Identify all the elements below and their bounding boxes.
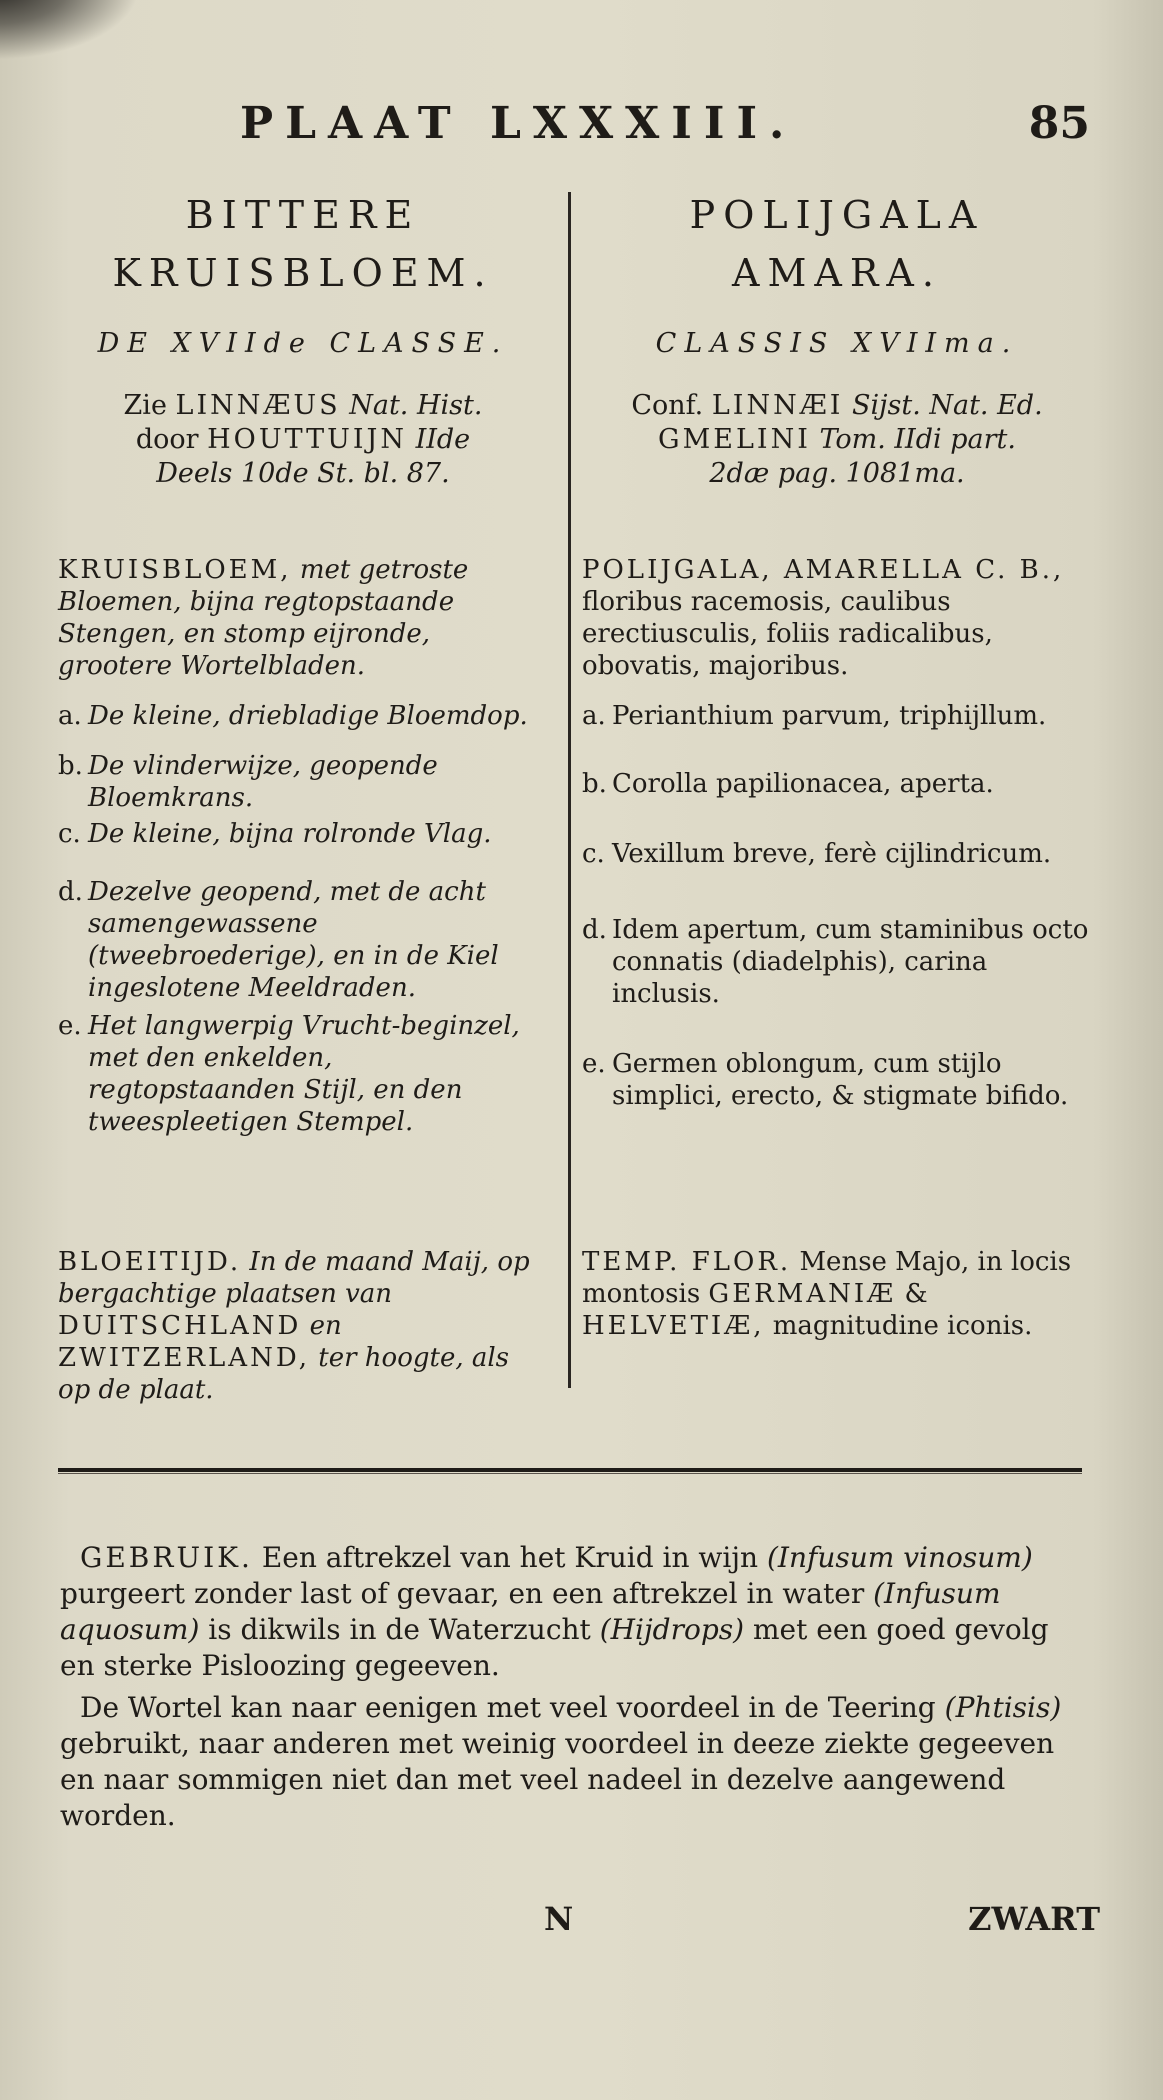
- item-text: De kleine, driebladige Bloemdop.: [88, 701, 528, 731]
- description-head: KRUISBLOEM,: [58, 555, 292, 585]
- right-item-list: [582, 700, 1092, 1112]
- item-label: b.: [58, 751, 83, 781]
- ref-word: door: [135, 424, 199, 455]
- item-text: Germen oblongum, cum stijlo simplici, erecto, & stigmate bifido.: [612, 1049, 1069, 1111]
- item-label: c.: [582, 839, 605, 869]
- item-label: e.: [582, 1049, 606, 1079]
- left-classe: DE XVIIde CLASSE.: [97, 328, 509, 359]
- right-flowering: [582, 1246, 1092, 1342]
- country-name: DUITSCHLAND: [58, 1311, 302, 1341]
- right-title-line2: AMARA.: [732, 251, 942, 295]
- right-reference: [582, 389, 1092, 491]
- flowering-text: &: [904, 1279, 928, 1309]
- ref-word: Conf.: [631, 390, 704, 421]
- usage-text: purgeert zonder last of gevaar, en een aftrekzel in water: [60, 1577, 865, 1610]
- item-text: Idem apertum, cum staminibus octo connatis (diadelphis), carina inclusis.: [612, 915, 1089, 1009]
- flowering-text: en: [309, 1311, 342, 1341]
- ref-work: Sijst. Nat. Ed.: [851, 390, 1043, 421]
- list-item: [582, 768, 1092, 838]
- list-item: [58, 1010, 548, 1138]
- list-item: [582, 700, 1092, 768]
- item-label: d.: [58, 877, 83, 907]
- left-column: [58, 186, 548, 1405]
- left-title-line2: KRUISBLOEM.: [112, 251, 494, 295]
- list-item: [58, 750, 548, 818]
- latin-term: (Phtisis): [944, 1691, 1062, 1724]
- item-text: Vexillum breve, ferè cijlindricum.: [612, 839, 1052, 869]
- item-text: Perianthium parvum, triphijllum.: [612, 701, 1047, 731]
- plate-title: PLAAT LXXXIII.: [240, 98, 797, 149]
- flowering-head: BLOEITIJD.: [58, 1247, 242, 1277]
- item-label: c.: [58, 819, 81, 849]
- item-label: a.: [58, 701, 82, 731]
- usage-text: met een goed gevolg en sterke Pisloozing gegeeven.: [60, 1613, 1049, 1682]
- flowering-text: magnitudine iconis.: [772, 1311, 1033, 1341]
- item-text: De vlinderwijze, geopende Bloemkrans.: [88, 751, 438, 813]
- corner-shadow: [0, 0, 140, 60]
- ref-work: Nat. Hist.: [349, 390, 483, 421]
- ref-author: LINNÆI: [711, 390, 844, 421]
- flowering-text: Mense Majo, in locis montosis: [582, 1247, 1072, 1309]
- right-title-line1: POLIJGALA: [689, 193, 985, 237]
- ref-author: HOUTTUIJN: [207, 424, 407, 455]
- description-text: floribus racemosis, caulibus erectiusculis, foliis radicalibus, obovatis, majoribus.: [582, 587, 993, 681]
- usage-head: GEBRUIK.: [80, 1541, 253, 1574]
- list-item: [58, 700, 548, 750]
- ref-author: GMELINI: [658, 424, 811, 455]
- latin-term: (Infusum vinosum): [766, 1541, 1033, 1574]
- item-label: b.: [582, 769, 607, 799]
- ref-page: Deels 10de St. bl. 87.: [156, 458, 450, 489]
- usage-section: [60, 1540, 1090, 1840]
- left-description: [58, 554, 548, 682]
- list-item: [582, 914, 1092, 1048]
- catchword: ZWART: [968, 1900, 1100, 1938]
- description-text: met getroste Bloemen, bijna regtopstaande Stengen, en stomp eijronde, grootere Wortelbladen.: [58, 555, 469, 681]
- usage-text: gebruikt, naar anderen met weinig voordeel in deeze ziekte gegeeven en naar sommigen niet dan met veel nadeel in dezelve aangewend worden.: [60, 1727, 1055, 1832]
- usage-text: is dikwils in de Waterzucht: [208, 1613, 591, 1646]
- item-text: Het langwerpig Vrucht-beginzel, met den enkelden, regtopstaanden Stijl, en den tweespleetigen Stempel.: [88, 1011, 520, 1137]
- country-name: ZWITZERLAND,: [58, 1343, 310, 1373]
- left-reference: [58, 389, 548, 491]
- left-flowering: [58, 1246, 548, 1406]
- ref-author: LINNÆUS: [175, 390, 341, 421]
- country-name: HELVETIÆ,: [582, 1311, 765, 1341]
- flowering-text: In de maand Maij, op bergachtige plaatsen van: [58, 1247, 530, 1309]
- item-label: e.: [58, 1011, 82, 1041]
- list-item: [582, 838, 1092, 914]
- page-number: 85: [1028, 98, 1090, 149]
- latin-term: (Hijdrops): [599, 1613, 745, 1646]
- item-text: Dezelve geopend, met de acht samengewassene (tweebroederige), en in de Kiel ingeslotene Meeldraden.: [88, 877, 499, 1003]
- right-classe: CLASSIS XVIIma.: [655, 328, 1019, 359]
- item-text: Corolla papilionacea, aperta.: [612, 769, 994, 799]
- left-title-line1: BITTERE: [185, 193, 421, 237]
- ref-volume: Tom. IIdi part.: [819, 424, 1016, 455]
- list-item: [582, 1048, 1092, 1112]
- description-head: POLIJGALA, AMARELLA C. B.,: [582, 555, 1065, 585]
- item-label: d.: [582, 915, 607, 945]
- item-text: De kleine, bijna rolronde Vlag.: [88, 819, 492, 849]
- column-divider: [568, 192, 571, 1388]
- right-column: [582, 186, 1092, 1341]
- flowering-text: ter hoogte, als op de plaat.: [58, 1343, 510, 1405]
- usage-text: De Wortel kan naar eenigen met veel voordeel in de Teering: [80, 1691, 936, 1724]
- usage-text: Een aftrekzel van het Kruid in wijn: [261, 1541, 759, 1574]
- ref-word: Zie: [123, 390, 167, 421]
- list-item: [58, 876, 548, 1010]
- left-item-list: [58, 700, 548, 1138]
- ref-volume: IIde: [415, 424, 471, 455]
- section-rule: [58, 1468, 1082, 1472]
- signature-mark: N: [544, 1900, 574, 1938]
- latin-term: (Infusum aquosum): [60, 1577, 1001, 1646]
- list-item: [58, 818, 548, 876]
- usage-paragraph: [60, 1690, 1090, 1834]
- flowering-head: TEMP. FLOR.: [582, 1247, 792, 1277]
- item-label: a.: [582, 701, 606, 731]
- usage-paragraph: [60, 1540, 1090, 1684]
- page-footer: [60, 1900, 1100, 1950]
- page-header: [60, 98, 1100, 158]
- ref-page: 2dæ pag. 1081ma.: [709, 458, 965, 489]
- country-name: GERMANIÆ: [708, 1279, 897, 1309]
- right-description: [582, 554, 1092, 682]
